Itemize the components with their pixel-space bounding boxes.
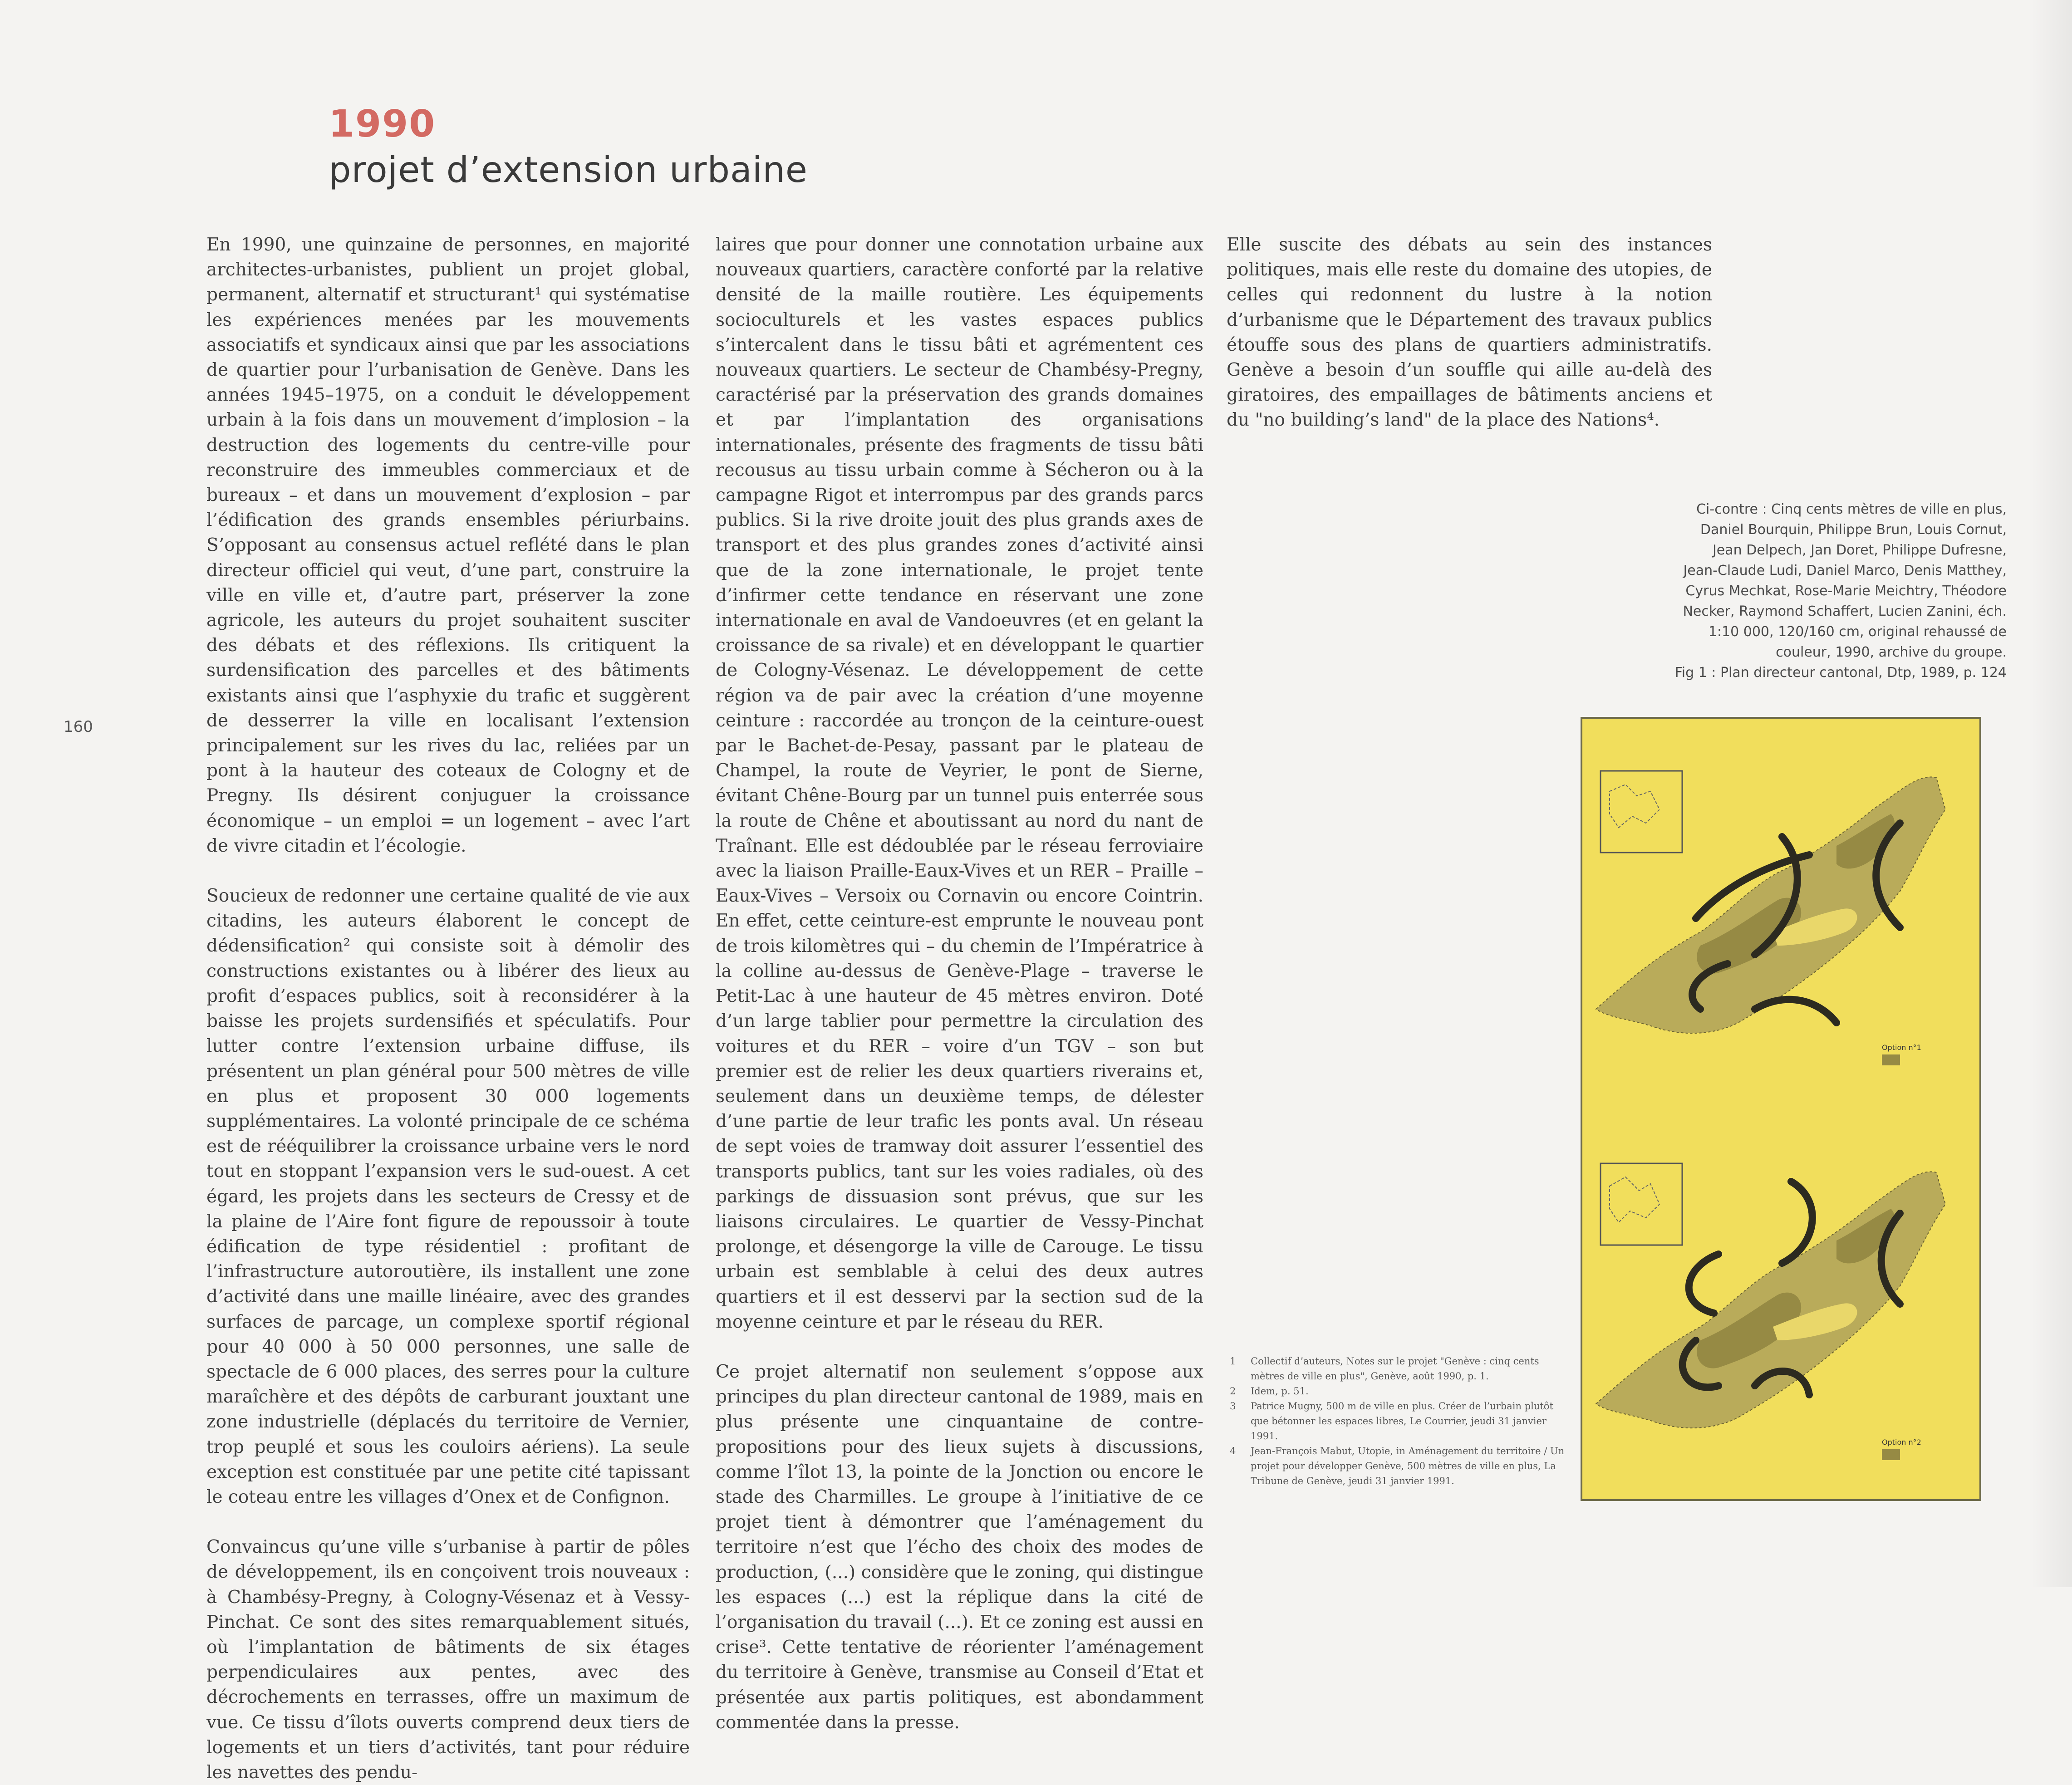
- paragraph: Soucieux de redonner une certaine qualité de vie aux citadins, les auteurs élaborent le concept de dédensification² qui consiste soit à démolir des constructions existantes ou à libérer des lieux au profit d’espaces publics, soit à reconsidérer à la baisse les projets surdensifiés et spéculatifs. Pour lutter contre l’extension urbaine diffuse, ils présentent un plan général pour 500 mètres de ville en plus et proposent 30 000 logements supplémentaires. La volonté principale de ce schéma est de rééquilibrer la croissance urbaine vers le nord tout en stoppant l’expansion vers le sud-ouest. A cet égard, les projets dans les secteurs de Cressy et de la plaine de l’Aire font figure de repoussoir à toute édification de type résidentiel : profitant de l’infrastructure autoroutière, ils installent une zone d’activité dans une maille linéaire, avec des grandes surfaces de parcage, un complexe sportif régional pour 40 000 à 50 000 personnes, une salle de spectacle de 6 000 places, des serres pour la culture maraîchère et des dépôts de carburant jouxtant une zone industrielle (déplacés du territoire de Vernier, trop peuplé et sous les couloirs aériens). La seule exception est constituée par une petite cité tapissant le coteau entre les villages d’Onex et de Confignon.: [206, 886, 690, 1507]
- section-year: 1990: [329, 103, 436, 146]
- caption-line: Daniel Bourquin, Philippe Brun, Louis Cornut,: [1700, 522, 2007, 538]
- map-option-2: [1596, 1163, 1945, 1460]
- text-column-3: [1227, 232, 1712, 433]
- legend-swatch: [1882, 1054, 1900, 1065]
- caption-line: 1:10 000, 120/160 cm, original rehaussé de: [1708, 624, 2007, 640]
- footnote-number: 4: [1230, 1446, 1236, 1456]
- footnotes: [1230, 1354, 1570, 1489]
- caption-line: Ci-contre : Cinq cents mètres de ville en plus,: [1696, 501, 2007, 517]
- inset-map-outline: [1610, 785, 1660, 828]
- caption-line: Fig 1 : Plan directeur cantonal, Dtp, 1989, p. 124: [1674, 665, 2007, 681]
- page-number: 160: [64, 718, 93, 736]
- map-1-label: Option n°1: [1882, 1043, 1921, 1052]
- caption-line: Jean-Claude Ludi, Daniel Marco, Denis Matthey,: [1683, 563, 2007, 579]
- footnote-number: 3: [1230, 1401, 1236, 1412]
- paragraph: Elle suscite des débats au sein des instances politiques, mais elle reste du domaine des utopies, de celles qui redonnent du lustre à la notion d’urbanisme que le Département des travaux publics étouffe sous des plans de quartiers administratifs. Genève a besoin d’un souffle qui aille au-delà des giratoires, des empaillages de bâtiments anciens et du "no building’s land" de la place des Nations⁴.: [1227, 235, 1712, 431]
- paragraph: Convaincus qu’une ville s’urbanise à partir de pôles de développement, ils en conçoivent trois nouveaux : à Chambésy-Pregny, à Cologny-Vésenaz et à Vessy-Pinchat. Ce sont des sites remarquablement situés, où l’implantation de bâtiments de six étages perpendiculaires aux pentes, avec des décrochements en terrasses, offre un maximum de vue. Ce tissu d’îlots ouverts comprend deux tiers de logements et un tiers d’activités, tant pour réduire les navettes des pendu-: [206, 1537, 690, 1783]
- figure-caption: [1588, 499, 2007, 683]
- map-2-label: Option n°2: [1882, 1438, 1921, 1447]
- caption-line: couleur, 1990, archive du groupe.: [1776, 644, 2007, 660]
- footnote-text: Patrice Mugny, 500 m de ville en plus. Créer de l’urbain plutôt que bétonner les espaces libres, Le Courrier, jeudi 31 janvier 1991.: [1251, 1401, 1553, 1442]
- text-column-1: [206, 232, 690, 1785]
- paragraph: laires que pour donner une connotation urbaine aux nouveaux quartiers, caractère conforté par la relative densité de la maille routière. Les équipements socioculturels et les vastes espaces publics s’intercalent dans le tissu bâti et agrémentent ces nouveaux quartiers. Le secteur de Chambésy-Pregny, caractérisé par la préservation des grands domaines et par l’implantation des organisations internationales, présente des fragments de tissu bâti recousus au tissu urbain comme à Sécheron ou à la campagne Rigot et interrompus par des grands parcs publics. Si la rive droite jouit des plus grands axes de transport et des plus grandes zones d’activité ainsi que de la zone internationale, le projet tente d’infirmer cette tendance en réservant une zone internationale en aval de Vandoeuvres (et en gelant la croissance de sa rivale) et en développant le quartier de Cologny-Vésenaz. Le développement de cette région va de pair avec la création d’une moyenne ceinture : raccordée au tronçon de la ceinture-ouest par le Bachet-de-Pesay, passant par le plateau de Champel, la route de Veyrier, le pont de Sierne, évitant Chêne-Bourg par un tunnel puis enterrée sous la route de Chêne et aboutissant au nord du nant de Traînant. Elle est dédoublée par le réseau ferroviaire avec la liaison Praille-Eaux-Vives et un RER – Praille – Eaux-Vives – Versoix ou Cornavin ou encore Cointrin. En effet, cette ceinture-est emprunte le nouveau pont de trois kilomètres qui – du chemin de l’Impératrice à la colline au-dessus de Genève-Plage – traverse le Petit-Lac à une hauteur de 45 mètres environ. Doté d’un large tablier pour permettre la circulation des voitures et du RER – voire d’un TGV – son but premier est de relier les deux quartiers riverains et, seulement dans un deuxième temps, de délester d’une partie de leur trafic les ponts aval. Un réseau de sept voies de tramway doit assurer l’essentiel des transports publics, tant sur les voies radiales, où des parkings de dissuasion sont prévus, que sur les liaisons circulaires. Le quartier de Vessy-Pinchat prolonge, et désengorge la ville de Carouge. Le tissu urbain est semblable à celui des deux autres quartiers et il est desservi par la section sud de la moyenne ceinture et par le réseau du RER.: [716, 235, 1203, 1332]
- inset-map-frame: [1601, 1163, 1682, 1245]
- inset-map-frame: [1601, 771, 1682, 853]
- inset-map-outline: [1610, 1177, 1660, 1222]
- caption-line: Jean Delpech, Jan Doret, Philippe Dufresne,: [1712, 542, 2007, 558]
- footnote-number: 2: [1230, 1386, 1236, 1397]
- section-title: projet d’extension urbaine: [329, 150, 808, 191]
- footnote-number: 1: [1230, 1356, 1236, 1367]
- footnote: [1230, 1354, 1570, 1384]
- paragraph: En 1990, une quinzaine de personnes, en majorité architectes-urbanistes, publient un projet global, permanent, alternatif et structurant¹ qui systématise les expériences menées par les mouvements associatifs et syndicaux ainsi que par les associations de quartier pour l’urbanisation de Genève. Dans les années 1945–1975, on a conduit le développement urbain à la fois dans un mouvement d’implosion – la destruction des logements du centre-ville pour reconstruire des immeubles commerciaux et de bureaux – et dans un mouvement d’explosion – par l’édification des grands ensembles périurbains. S’opposant au consensus actuel reflété dans le plan directeur officiel qui veut, d’une part, construire la ville en ville et, d’autre part, préserver la zone agricole, les auteurs du projet souhaitent susciter des débats et des réflexions. Ils critiquent la surdensification des parcelles et des bâtiments existants ainsi que l’asphyxie du trafic et suggèrent de desserrer la ville en localisant l’extension principalement sur les rives du lac, reliées par un pont à la hauteur des coteaux de Cologny et de Pregny. Ils désirent conjuguer la croissance économique – un emploi = un logement – avec l’art de vivre citadin et l’écologie.: [206, 235, 690, 856]
- legend-swatch: [1882, 1449, 1900, 1460]
- footnote-text: Idem, p. 51.: [1251, 1386, 1309, 1397]
- plan-maps: [1582, 719, 1979, 1499]
- footnote-text: Collectif d’auteurs, Notes sur le projet "Genève : cinq cents mètres de ville en plus", Genève, août 1990, p. 1.: [1251, 1356, 1539, 1382]
- map-option-1: [1596, 771, 1945, 1065]
- ring-arc: [1689, 1254, 1718, 1313]
- urban-plan-figure: [1581, 717, 1981, 1501]
- text-column-2: [716, 232, 1203, 1735]
- caption-line: Necker, Raymond Schaffert, Lucien Zanini, éch.: [1683, 603, 2007, 619]
- caption-line: Cyrus Mechkat, Rose-Marie Meichtry, Théodore: [1685, 583, 2007, 599]
- footnote: [1230, 1384, 1570, 1399]
- footnote: [1230, 1444, 1570, 1489]
- footnote-text: Jean-François Mabut, Utopie, in Aménagement du territoire / Un projet pour développer Genève, 500 mètres de ville en plus, La Tribune de Genève, jeudi 31 janvier 1991.: [1251, 1446, 1565, 1486]
- paragraph: Ce projet alternatif non seulement s’oppose aux principes du plan directeur cantonal de 1989, mais en plus présente une cinquantaine de contre-propositions pour des lieux sujets à discussions, comme l’îlot 13, la pointe de la Jonction ou encore le stade des Charmilles. Le groupe à l’initiative de ce projet tient à démontrer que l’aménagement du territoire n’est que l’écho des choix des modes de production, (...) considère que le zoning, qui distingue les espaces (...) est la réplique dans la cité de l’organisation du travail (...). Et ce zoning est aussi en crise³. Cette tentative de réorienter l’aménagement du territoire à Genève, transmise au Conseil d’Etat et présentée aux partis politiques, est abondamment commentée dans la presse.: [716, 1361, 1203, 1733]
- ring-arc: [1755, 1000, 1836, 1023]
- footnote: [1230, 1399, 1570, 1444]
- page-gutter-shadow: [2031, 0, 2072, 1587]
